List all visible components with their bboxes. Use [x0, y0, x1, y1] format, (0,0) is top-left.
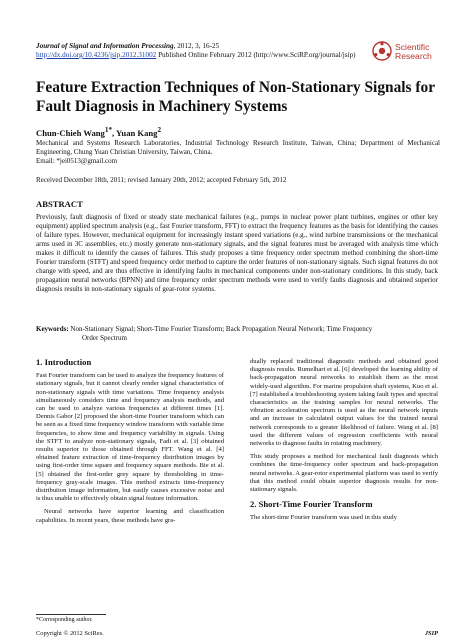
submission-dates: Received December 18th, 2011; revised January 20th, 2012; accepted February 5th, 2012	[36, 176, 287, 184]
author-name: Chun-Chieh Wang	[36, 127, 105, 138]
paper-title: Feature Extraction Techniques of Non-Stationary Signals for Fault Diagnosis in Machinery Systems	[36, 79, 435, 115]
author-list	[36, 126, 161, 138]
body-paragraph: dually replaced traditional diagnostic methods and obtained good diagnosis results. Rumelhart et al. [6] developed the learning ability of back-propagation neural networks to establish them as the most widely-used algorithm. For marine propulsion shaft systems, Kuo et al. [7] established a troubleshooting system taking fault types and spectral characteristics as the training samples for neural networks. The vibration acceleration spectrum is used as the neural network inputs and an increase in calculated output values for the trained neural network corresponds to a greater likelihood of failure. Wang et al. [8] used the different values of regression coefficients with neural networks to diagnose faults in rotating machinery.	[250, 358, 438, 448]
section-heading-stft: 2. Short-Time Fourier Transform	[250, 499, 373, 510]
journal-name: Journal of Signal and Information Processing	[36, 42, 174, 50]
doi-line	[36, 51, 356, 60]
copyright-notice: Copyright © 2012 SciRes.	[36, 630, 104, 637]
published-info: Published Online February 2012 (http://www.SciRP.org/journal/jsip)	[156, 51, 356, 59]
keywords-label: Keywords:	[36, 325, 71, 333]
abstract-heading: ABSTRACT	[36, 199, 83, 209]
author-superscript: 2	[157, 126, 162, 134]
logo-line2: Research	[395, 50, 432, 61]
affiliations	[36, 139, 440, 166]
affiliation-text: Mechanical and Systems Research Laboratories, Industrial Technology Research Institute, Taiwan, China; Department of Mechanical Engineering, Chung Yuan Christian University, Taiwan, China.	[36, 139, 440, 156]
author-email: Email: *jei0513@gmail.com	[36, 157, 118, 165]
keywords	[36, 325, 438, 343]
journal-info: , 2012, 3, 16-25	[173, 42, 220, 50]
body-paragraph: The short-time Fourier transform was used in this study	[250, 514, 397, 522]
logo-text	[395, 43, 432, 60]
body-paragraph: This study proposes a method for mechanical fault diagnosis which combines the time-frequency order spectrum and back-propagation neural networks. A gear-rotor experimental platform was used to verify that this method could obtain superior diagnosis results for non-stationary signals.	[250, 453, 438, 494]
page-footer	[36, 630, 438, 637]
author-name: Yuan Kang	[116, 127, 158, 138]
footnote-rule	[36, 614, 106, 615]
abstract-text: Previously, fault diagnosis of fixed or steady state mechanical failures (e.g., pumps in nuclear power plant turbines, engines or other key equipment) applied spectrum analysis (e.g., fast Fourier transform, FFT) to extract the frequency features as the basis for identifying the causes of failure types. However, mechanical equipment for increasingly instant speed variations (e.g., wind turbine transmissions or the mechanical arms used in 3C assemblies, etc.) mostly generate non-stationary signals, and the signal features must be averaged with analysis time which makes it difficult to identify the causes of failures. This study proposes a time frequency order spectrum method combining the short-time Fourier transform (STFT) and speed frequency order method to capture the order features of non-stationary signals. Such signal features do not change with speed, and are thus effective in identifying faults in mechanical components under non-stationary conditions. In this study, back propagation neural networks (BPNN) and time frequency order spectrum methods were used to verify faults diagnosis and obtained superior diagnosis results in non-stationary signals of gear-rotor systems.	[36, 213, 438, 293]
right-column	[250, 358, 438, 528]
section-heading-introduction: 1. Introduction	[36, 357, 92, 367]
body-paragraph: Fast Fourier transform can be used to analyze the frequency features of stationary signals, but it cannot clearly render signal characteristics of non-stationary signals with time variations. Time frequency analysis simultaneously considers time and frequency analysis methods, and can be used to analyze various frequencies at different times [1]. Dennis Gabor [2] proposed the short-time Fourier transform which can be seen as a fixed time frequency window transform with variable time frequencies, to show time and frequency variability in signals. Using the STFT to analyze non-stationary signals, Fadi et al. [3] obtained results superior to those obtained through FFT. Wang et al. [4] obtained feature extraction of time-frequency distribution images by using first-order time square and frequency square methods. Bie et al. [5] obtained the first-order grey square by thresholding in time-frequency gray-scale images. This method extracts time-frequency distribution image information, but easily causes excessive noise and is thus unable to effectively obtain signal feature information.	[36, 372, 224, 503]
left-column	[36, 358, 224, 530]
journal-abbreviation: JSIP	[424, 630, 438, 637]
keywords-line2: Order Spectrum	[82, 334, 127, 342]
journal-citation	[36, 42, 219, 51]
publisher-logo	[372, 40, 452, 62]
doi-link[interactable]: http://dx.doi.org/10.4236/jsip.2012.31002	[36, 51, 157, 59]
scientific-research-logo-icon	[372, 41, 392, 61]
author-separator: ,	[112, 127, 116, 138]
keywords-line1: Non-Stationary Signal; Short-Time Fourier Transform; Back Propagation Neural Network; Time Frequency	[70, 325, 373, 333]
footnote: *Corresponding author.	[36, 617, 93, 623]
logo-line1: Scientific	[395, 42, 430, 52]
author-superscript: 1*	[104, 126, 113, 134]
body-paragraph: Neural networks have superior learning and classification capabilities. In recent years, these methods have gra-	[36, 508, 224, 524]
